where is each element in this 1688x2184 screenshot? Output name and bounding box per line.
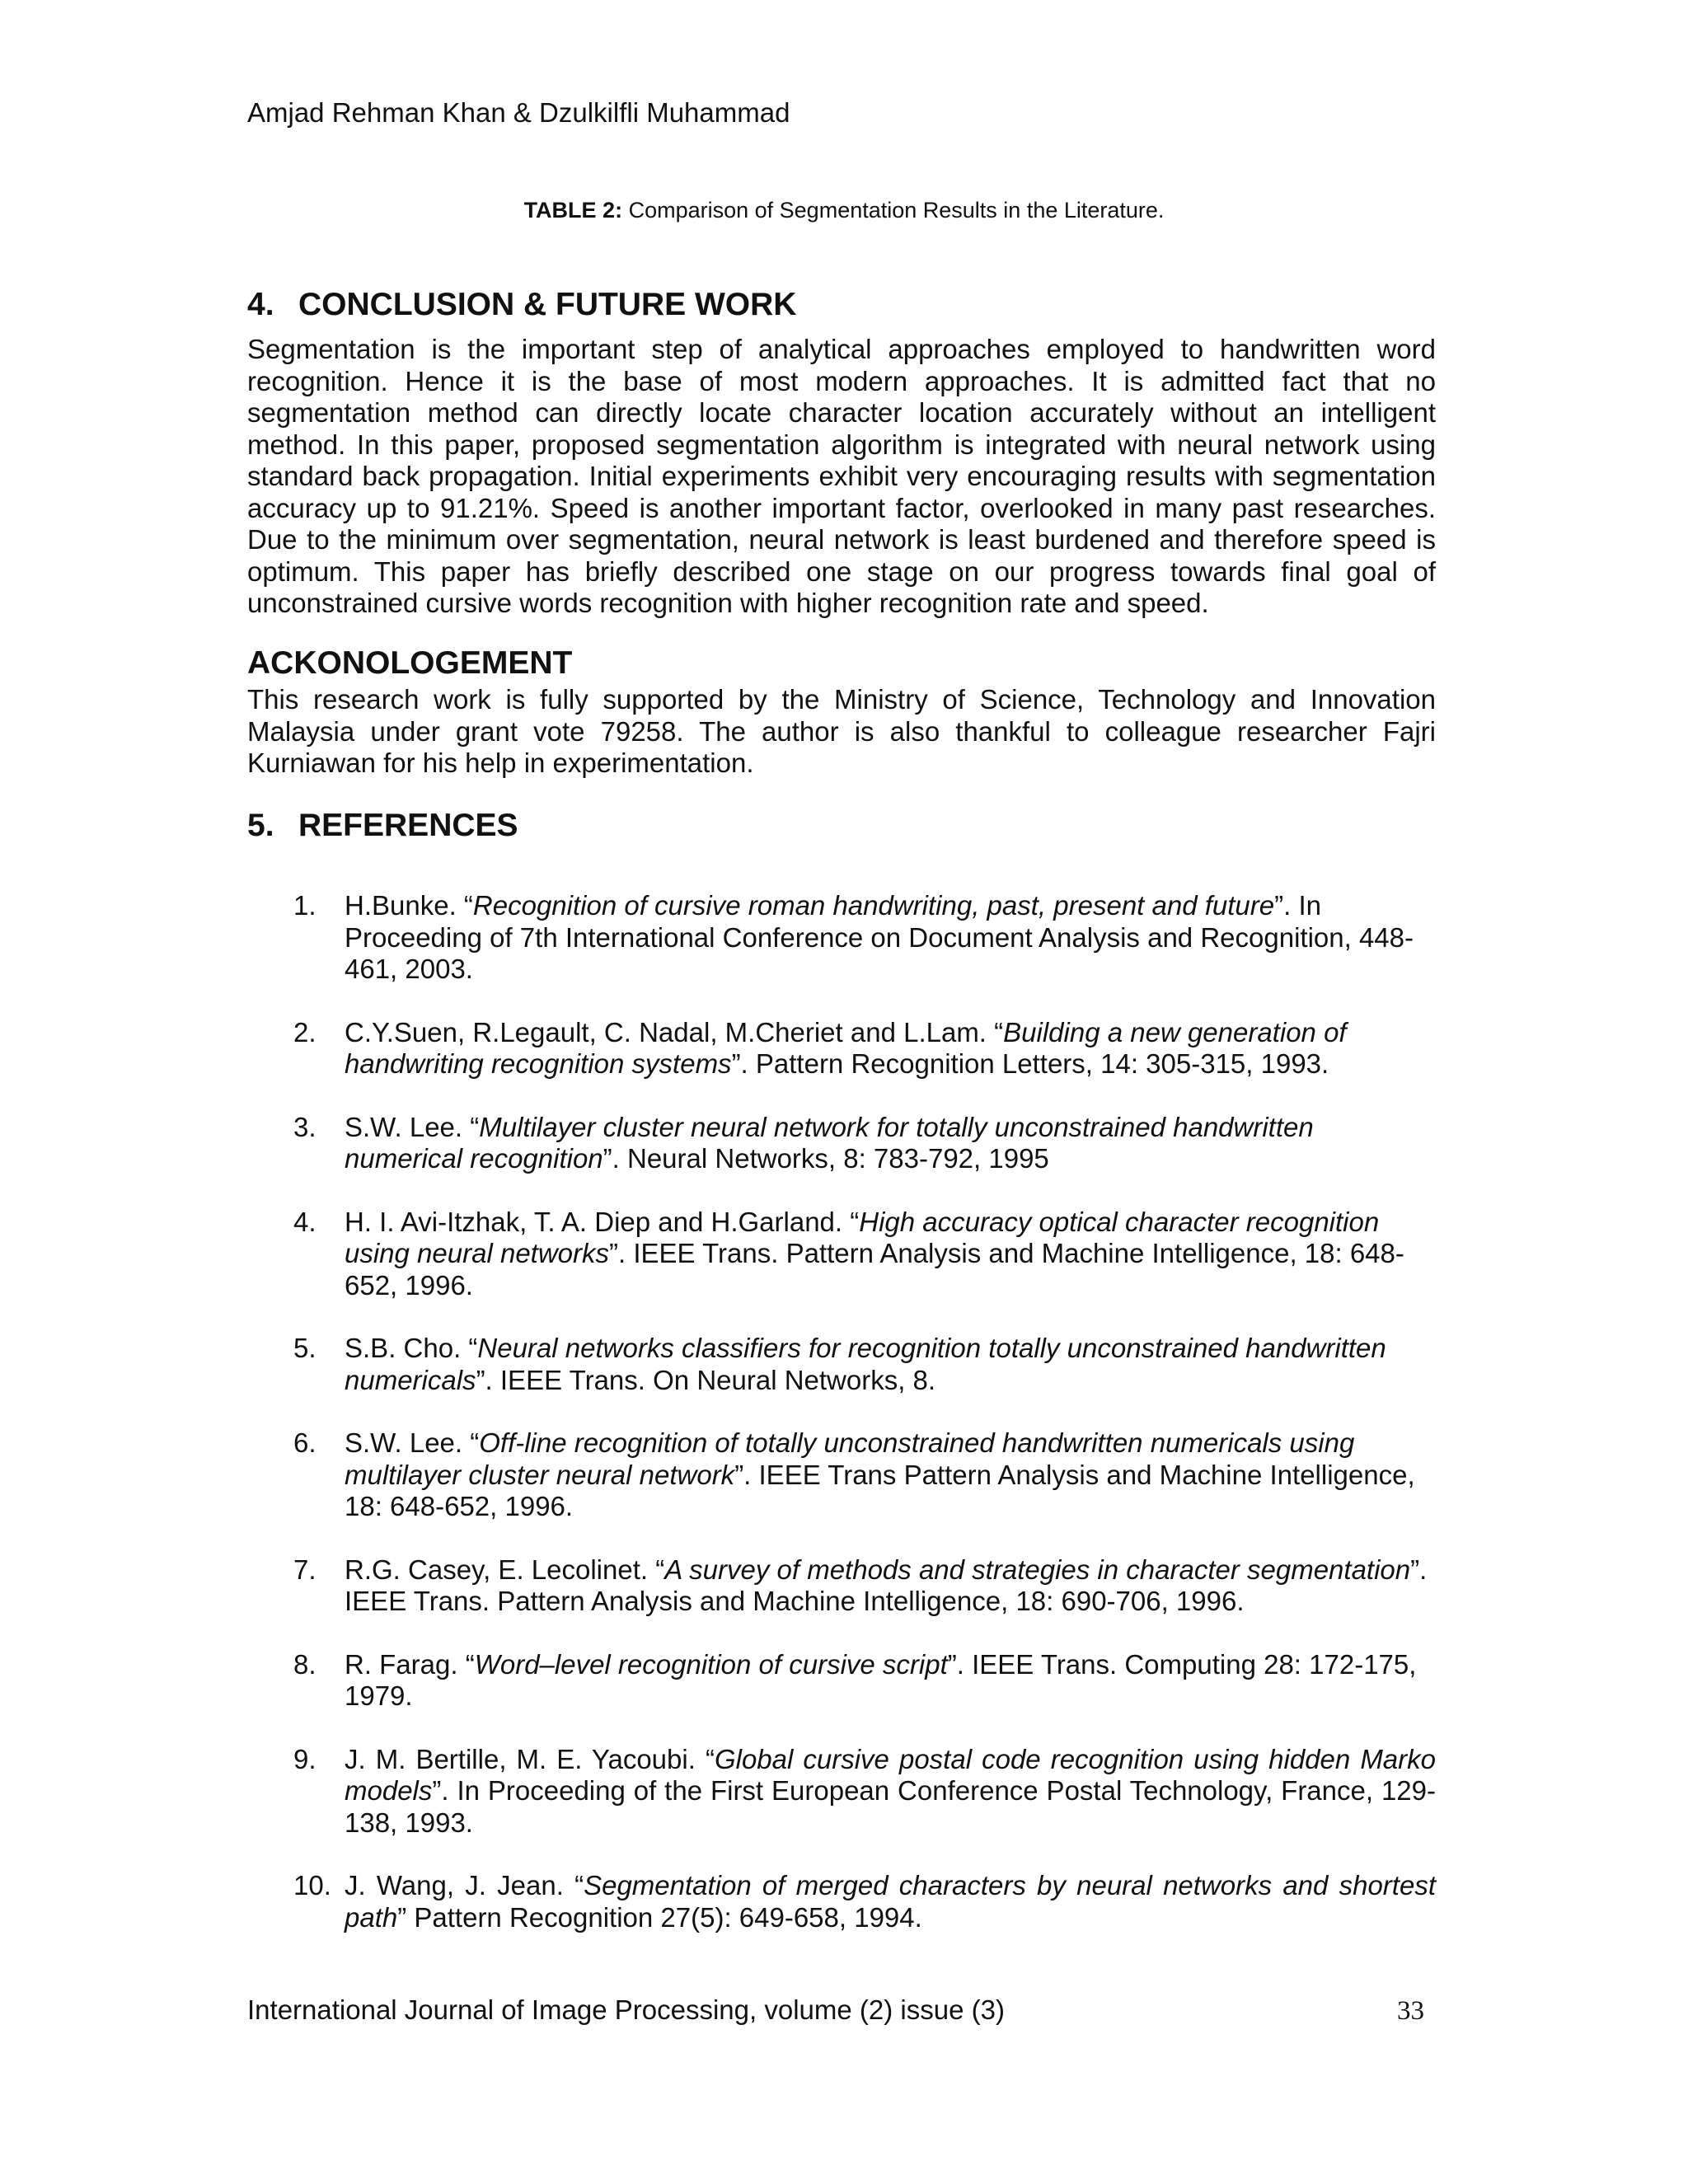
reference-number: 5.: [293, 1333, 316, 1363]
reference-details: ”. In Proceeding of the First European Conference Postal Technology, France, 129-138, 1993.: [345, 1775, 1436, 1838]
reference-details: ”. In Proceeding of 7th International Conference on Document Analysis and Recognition, 448-461, 2003.: [345, 890, 1414, 984]
reference-title: A survey of methods and strategies in character segmentation: [664, 1554, 1411, 1585]
reference-authors: S.W. Lee. “: [345, 1111, 480, 1142]
reference-number: 7.: [293, 1554, 316, 1585]
reference-item: [247, 1017, 1436, 1080]
section-heading-references: [247, 808, 518, 844]
section-number: 4.: [247, 287, 274, 322]
reference-details: ”. Neural Networks, 8: 783-792, 1995: [603, 1143, 1049, 1174]
reference-number: 6.: [293, 1427, 316, 1458]
table-caption: [0, 198, 1688, 223]
reference-title: Neural networks classifiers for recognition totally unconstrained handwritten numericals: [345, 1333, 1386, 1395]
reference-authors: S.B. Cho. “: [345, 1333, 478, 1363]
reference-item: [247, 890, 1436, 986]
reference-number: 1.: [293, 890, 316, 921]
running-header-authors: Amjad Rehman Khan & Dzulkilfli Muhammad: [247, 97, 790, 128]
reference-details: ”. Pattern Recognition Letters, 14: 305-315, 1993.: [731, 1048, 1329, 1079]
acknowledgement-paragraph: This research work is fully supported by the Ministry of Science, Technology and Innovation Malaysia under grant vote 79258. The author is also thankful to colleague researcher Fajri Kurniawan for his help in experimentation.: [247, 684, 1436, 778]
reference-item: [247, 1112, 1436, 1175]
reference-title: Global cursive postal code recognition using hidden Marko models: [345, 1743, 1437, 1806]
section-heading-conclusion: [247, 287, 796, 323]
reference-title: Multilayer cluster neural network for totally unconstrained handwritten numerical recognition: [345, 1111, 1314, 1174]
reference-details: ” Pattern Recognition 27(5): 649-658, 1994.: [397, 1901, 922, 1933]
reference-number: 2.: [293, 1016, 316, 1047]
table-caption-text: Comparison of Segmentation Results in the Literature.: [628, 198, 1165, 223]
reference-title: Segmentation of merged characters by neural networks and shortest path: [345, 1870, 1436, 1933]
reference-authors: J. M. Bertille, M. E. Yacoubi. “: [345, 1743, 715, 1774]
reference-details: ”. IEEE Trans. Computing 28: 172-175, 1979.: [345, 1648, 1417, 1711]
table-caption-label: TABLE 2:: [523, 198, 623, 223]
reference-authors: H.Bunke. “: [345, 890, 473, 921]
reference-item: [247, 1427, 1436, 1523]
reference-title: Word–level recognition of cursive script: [474, 1648, 948, 1680]
reference-title: Off-line recognition of totally unconstrained handwritten numericals using multilayer cluster neural network: [345, 1427, 1355, 1490]
conclusion-paragraph: Segmentation is the important step of analytical approaches employed to handwritten word recognition. Hence it is the base of most modern approaches. It is admitted fact that no segmentation method can directly locate character location accurately without an intelligent method. In this paper, proposed segmentation algorithm is integrated with neural network using standard back propagation. Initial experiments exhibit very encouraging results with segmentation accuracy up to 91.21%. Speed is another important factor, overlooked in many past researches. Due to the minimum over segmentation, neural network is least burdened and therefore speed is optimum. This paper has briefly described one stage on our progress towards final goal of unconstrained cursive words recognition with higher recognition rate and speed.: [247, 334, 1436, 618]
reference-details: ”. IEEE Trans. On Neural Networks, 8.: [476, 1364, 936, 1395]
reference-authors: R. Farag. “: [345, 1648, 475, 1680]
reference-number: 3.: [293, 1111, 316, 1142]
reference-authors: R.G. Casey, E. Lecolinet. “: [345, 1554, 665, 1585]
reference-authors: J. Wang, J. Jean. “: [345, 1870, 584, 1900]
reference-item: [247, 1649, 1436, 1713]
footer-journal: International Journal of Image Processing, volume (2) issue (3): [247, 1994, 1005, 2025]
section-title: CONCLUSION & FUTURE WORK: [298, 287, 797, 322]
section-heading-acknowledgement: ACKONOLOGEMENT: [247, 645, 573, 681]
reference-item: [247, 1554, 1436, 1618]
reference-title: High accuracy optical character recognition using neural networks: [345, 1206, 1380, 1268]
reference-list: [247, 890, 1436, 1965]
reference-authors: H. I. Avi-Itzhak, T. A. Diep and H.Garland. “: [345, 1206, 860, 1237]
reference-title: Building a new generation of handwriting recognition systems: [345, 1016, 1347, 1079]
reference-item: [247, 1333, 1436, 1396]
reference-number: 4.: [293, 1206, 316, 1237]
reference-item: [247, 1744, 1436, 1840]
reference-title: Recognition of cursive roman handwriting, past, present and future: [472, 890, 1275, 921]
reference-number: 10.: [293, 1870, 331, 1900]
section-number: 5.: [247, 808, 274, 843]
reference-number: 9.: [293, 1743, 316, 1774]
reference-details: ”. IEEE Trans. Pattern Analysis and Machine Intelligence, 18: 648-652, 1996.: [345, 1238, 1404, 1301]
section-title: REFERENCES: [298, 808, 518, 843]
page-number: 33: [1397, 1996, 1424, 2026]
reference-number: 8.: [293, 1648, 316, 1680]
reference-item: [247, 1870, 1436, 1933]
reference-details: ”. IEEE Trans Pattern Analysis and Machine Intelligence, 18: 648-652, 1996.: [345, 1459, 1415, 1521]
reference-item: [247, 1207, 1436, 1302]
reference-authors: S.W. Lee. “: [345, 1427, 480, 1458]
reference-details: ”. IEEE Trans. Pattern Analysis and Machine Intelligence, 18: 690-706, 1996.: [345, 1554, 1428, 1616]
reference-authors: C.Y.Suen, R.Legault, C. Nadal, M.Cheriet and L.Lam. “: [345, 1016, 1004, 1047]
